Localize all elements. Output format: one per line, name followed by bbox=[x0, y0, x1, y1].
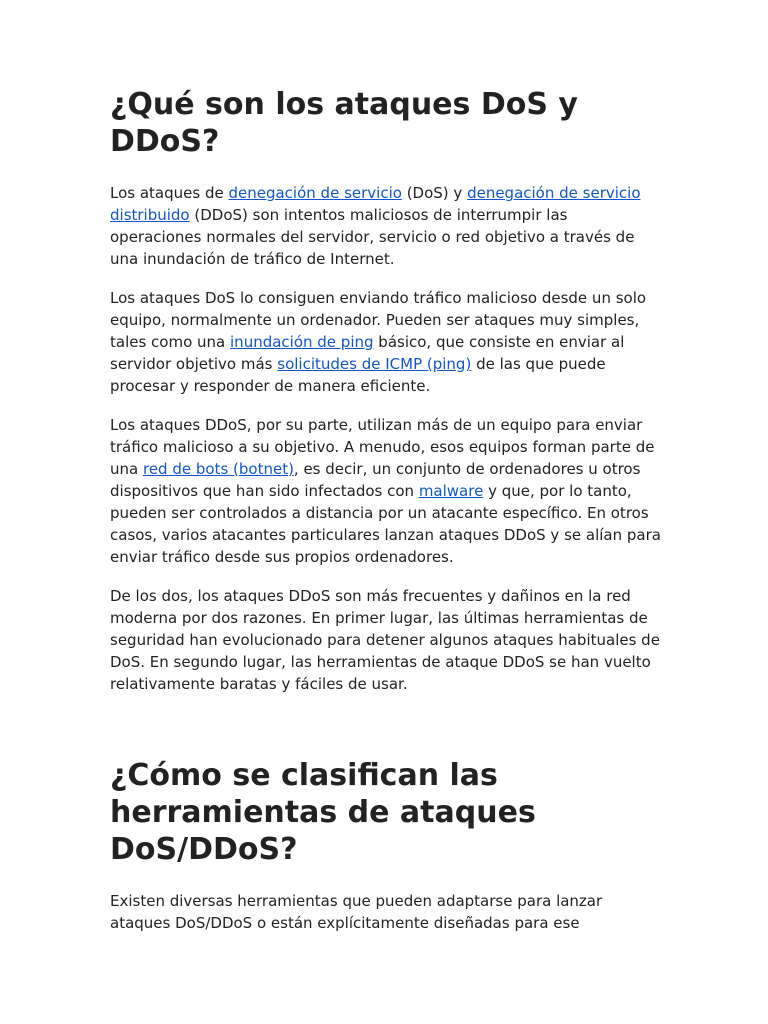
paragraph-text: y que, por lo tanto, pueden ser controlados a distancia por un atacante específico. En otros casos, varios atacantes particulares lanzan ataques DDoS y se alían para enviar tráfico desde sus propios ordenadores. bbox=[110, 482, 661, 566]
paragraph-text: básico, que consiste en enviar al servidor objetivo más bbox=[110, 333, 625, 373]
link-malware[interactable]: malware bbox=[418, 482, 484, 500]
paragraph-text: (DDoS) son intentos maliciosos de interrumpir las operaciones normales del servidor, servicio o red objetivo a través de una inundación de tráfico de Internet. bbox=[110, 206, 635, 268]
heading-what-are-dos-ddos: ¿Qué son los ataques DoS y DDoS? bbox=[110, 87, 578, 159]
paragraph-text: de las que puede procesar y responder de manera eficiente. bbox=[110, 355, 606, 395]
heading-classification: ¿Cómo se clasifican las herramientas de ataques DoS/DDoS? bbox=[110, 758, 536, 867]
paragraph-comparison: De los dos, los ataques DDoS son más frecuentes y dañinos en la red moderna por dos razones. En primer lugar, las últimas herramientas de seguridad han evolucionado para detener algunos ataques habituales de DoS. En segundo lugar, las herramientas de ataque DDoS se han vuelto relativamente baratas y fáciles de usar. bbox=[110, 587, 660, 693]
link-solicitudes-icmp[interactable]: solicitudes de ICMP (ping) bbox=[277, 355, 472, 373]
paragraph-tools: Existen diversas herramientas que pueden adaptarse para lanzar ataques DoS/DDoS o están explícitamente diseñadas para ese bbox=[110, 892, 603, 932]
paragraph-text: Los ataques DoS lo consiguen enviando tráfico malicioso desde un solo equipo, normalmente un ordenador. Pueden ser ataques muy simples, tales como una bbox=[110, 289, 647, 351]
link-denegacion-de-servicio-distribuido[interactable]: denegación de servicio distribuido bbox=[110, 184, 641, 224]
paragraph-intro bbox=[110, 182, 662, 270]
paragraph-text: (DoS) y bbox=[401, 184, 468, 202]
paragraph-text: Los ataques de bbox=[110, 184, 229, 202]
link-inundacion-de-ping[interactable]: inundación de ping bbox=[230, 333, 374, 351]
paragraph-dos bbox=[110, 287, 662, 397]
link-denegacion-de-servicio[interactable]: denegación de servicio bbox=[228, 184, 402, 202]
link-red-de-bots[interactable]: red de bots (botnet) bbox=[142, 460, 294, 478]
paragraph-ddos bbox=[110, 414, 662, 568]
paragraph-text: , es decir, un conjunto de ordenadores u otros dispositivos que han sido infectados con bbox=[110, 460, 641, 500]
article bbox=[110, 86, 662, 951]
paragraph-text: Los ataques DDoS, por su parte, utilizan más de un equipo para enviar tráfico malicioso a su objetivo. A menudo, esos equipos forman parte de una bbox=[110, 416, 655, 478]
